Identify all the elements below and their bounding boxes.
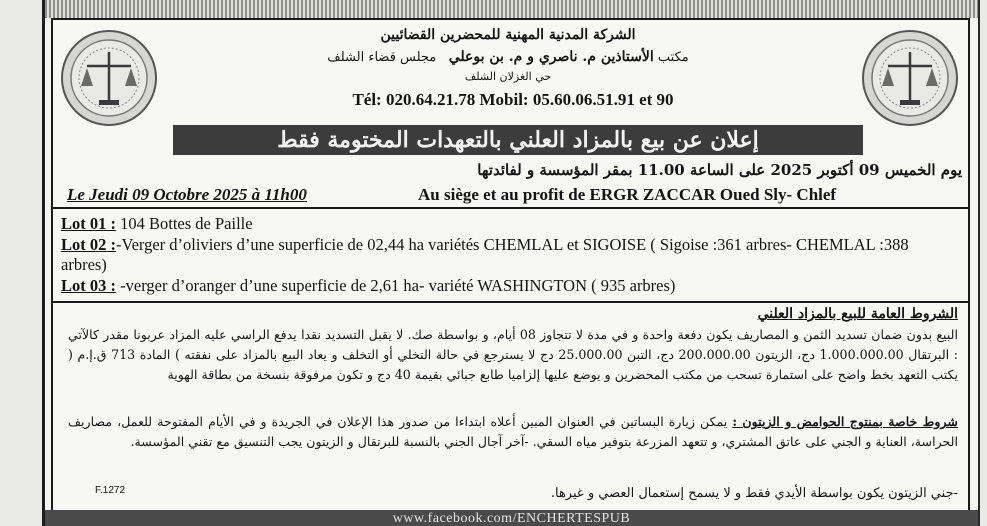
- lot-item: [61, 276, 956, 297]
- office-district: حي الغزلان الشلف: [464, 70, 552, 83]
- company-name: الشركة المدنية المهنية للمحضرين القضائيين: [380, 27, 636, 43]
- advertisement-page: [42, 0, 980, 526]
- special-conditions: [68, 412, 958, 452]
- auction-date: Le Jeudi 09 Octobre 2025 à 11h00: [67, 185, 307, 204]
- lot-item: [61, 214, 956, 235]
- auction-date-french: [53, 183, 968, 209]
- lot-label: Lot 03 :: [61, 275, 116, 295]
- lot-label: Lot 02 :: [61, 234, 116, 254]
- office-court: مجلس قضاء الشلف: [327, 50, 437, 65]
- office-names: الأستاذين م. ناصري و م. بن بوعلي: [448, 49, 654, 65]
- auction-place: Au siège et au profit de ERGR ZACCAR Oued Sly- Chlef: [418, 185, 837, 204]
- page-top-edge: [45, 0, 978, 18]
- general-conditions: البيع بدون ضمان تسديد الثمن و المصاريف يكون دفعة واحدة و في مدة لا تتجاوز 08 أيام، و بواسطة صك. لا يقبل التسديد نقدا يدفع الراسي عليه المزاد عربونا مقدر كالآتي : البرتقال 1.000.000.00 دج، الزيتون 200.000.00 دج، التبن 25.000.00 دج لا يسترجع في حالة التخلي أو التخلف و يعاد البيع بالمزاد على نفقته ) المادة 713 ق.إ.م ( يكتب التعهد بخط واضح على استمارة تسحب من مكتب المحضرين و يوضع عليها إلزاميا طابع جبائي بقيمة 40 دج و تكون مرفوقة بنسخة من بطاقة الهوية: [68, 327, 958, 383]
- court-seal-icon: [860, 28, 960, 128]
- section-divider: [53, 301, 968, 303]
- notice-frame: [51, 18, 970, 518]
- conditions-title: الشروط العامة للبيع بالمزاد العلني: [757, 306, 958, 322]
- special-conditions-text: يمكن زيارة البساتين في العنوان المبين أعلاه ابتداءا من صدور هذا الإعلان في الجريدة و في الأيام المفتوحة للعمل، مصاريف الحراسة، العناية و الجني على عاتق المشتري، و تتعهد المزرعة بتوفير مياه السقي. -آخر آجال الجني بالنسبة للبرتقال و الزيتون يجب التنسيق مع تقني المؤسسة.: [68, 414, 958, 450]
- special-conditions-title: شروط خاصة بمنتوج الحوامض و الزيتون :: [732, 414, 958, 429]
- lots-list: [61, 214, 956, 296]
- reference-number: F.1272: [95, 485, 126, 496]
- lot-item: [61, 235, 956, 276]
- auction-date-arabic: يوم الخميس 09 أكتوبر 2025 على الساعة 11.00 بمقر المؤسسة و لفائدتها: [477, 161, 962, 179]
- facebook-footer-link[interactable]: www.facebook.com/ENCHERTESPUB: [45, 510, 978, 526]
- lot-description: 104 Bottes de Paille: [116, 214, 253, 233]
- lot-description: -verger d’oranger d’une superficie de 2,61 ha- variété WASHINGTON ( 935 arbres): [116, 275, 676, 295]
- lot-label: Lot 01 :: [61, 214, 116, 233]
- contact-phones: Tél: 020.64.21.78 Mobil: 05.60.06.51.91 et 90: [352, 90, 674, 109]
- harvest-note: -جني الزيتون يكون بواسطة الأيدي فقط و لا يسمح إستعمال العصي و غيرها.: [550, 486, 958, 501]
- lot-description: -Verger d’oliviers d’une superficie de 02,44 ha variétés CHEMLAL et SIGOISE ( Sigoise :361 arbres- CHEMLAL :388 arbres): [61, 234, 909, 274]
- office-line: [163, 49, 853, 65]
- office-prefix: مكتب: [657, 50, 689, 65]
- court-seal-icon: [59, 28, 159, 128]
- auction-banner: إعلان عن بيع بالمزاد العلني بالتعهدات المختومة فقط: [173, 125, 863, 155]
